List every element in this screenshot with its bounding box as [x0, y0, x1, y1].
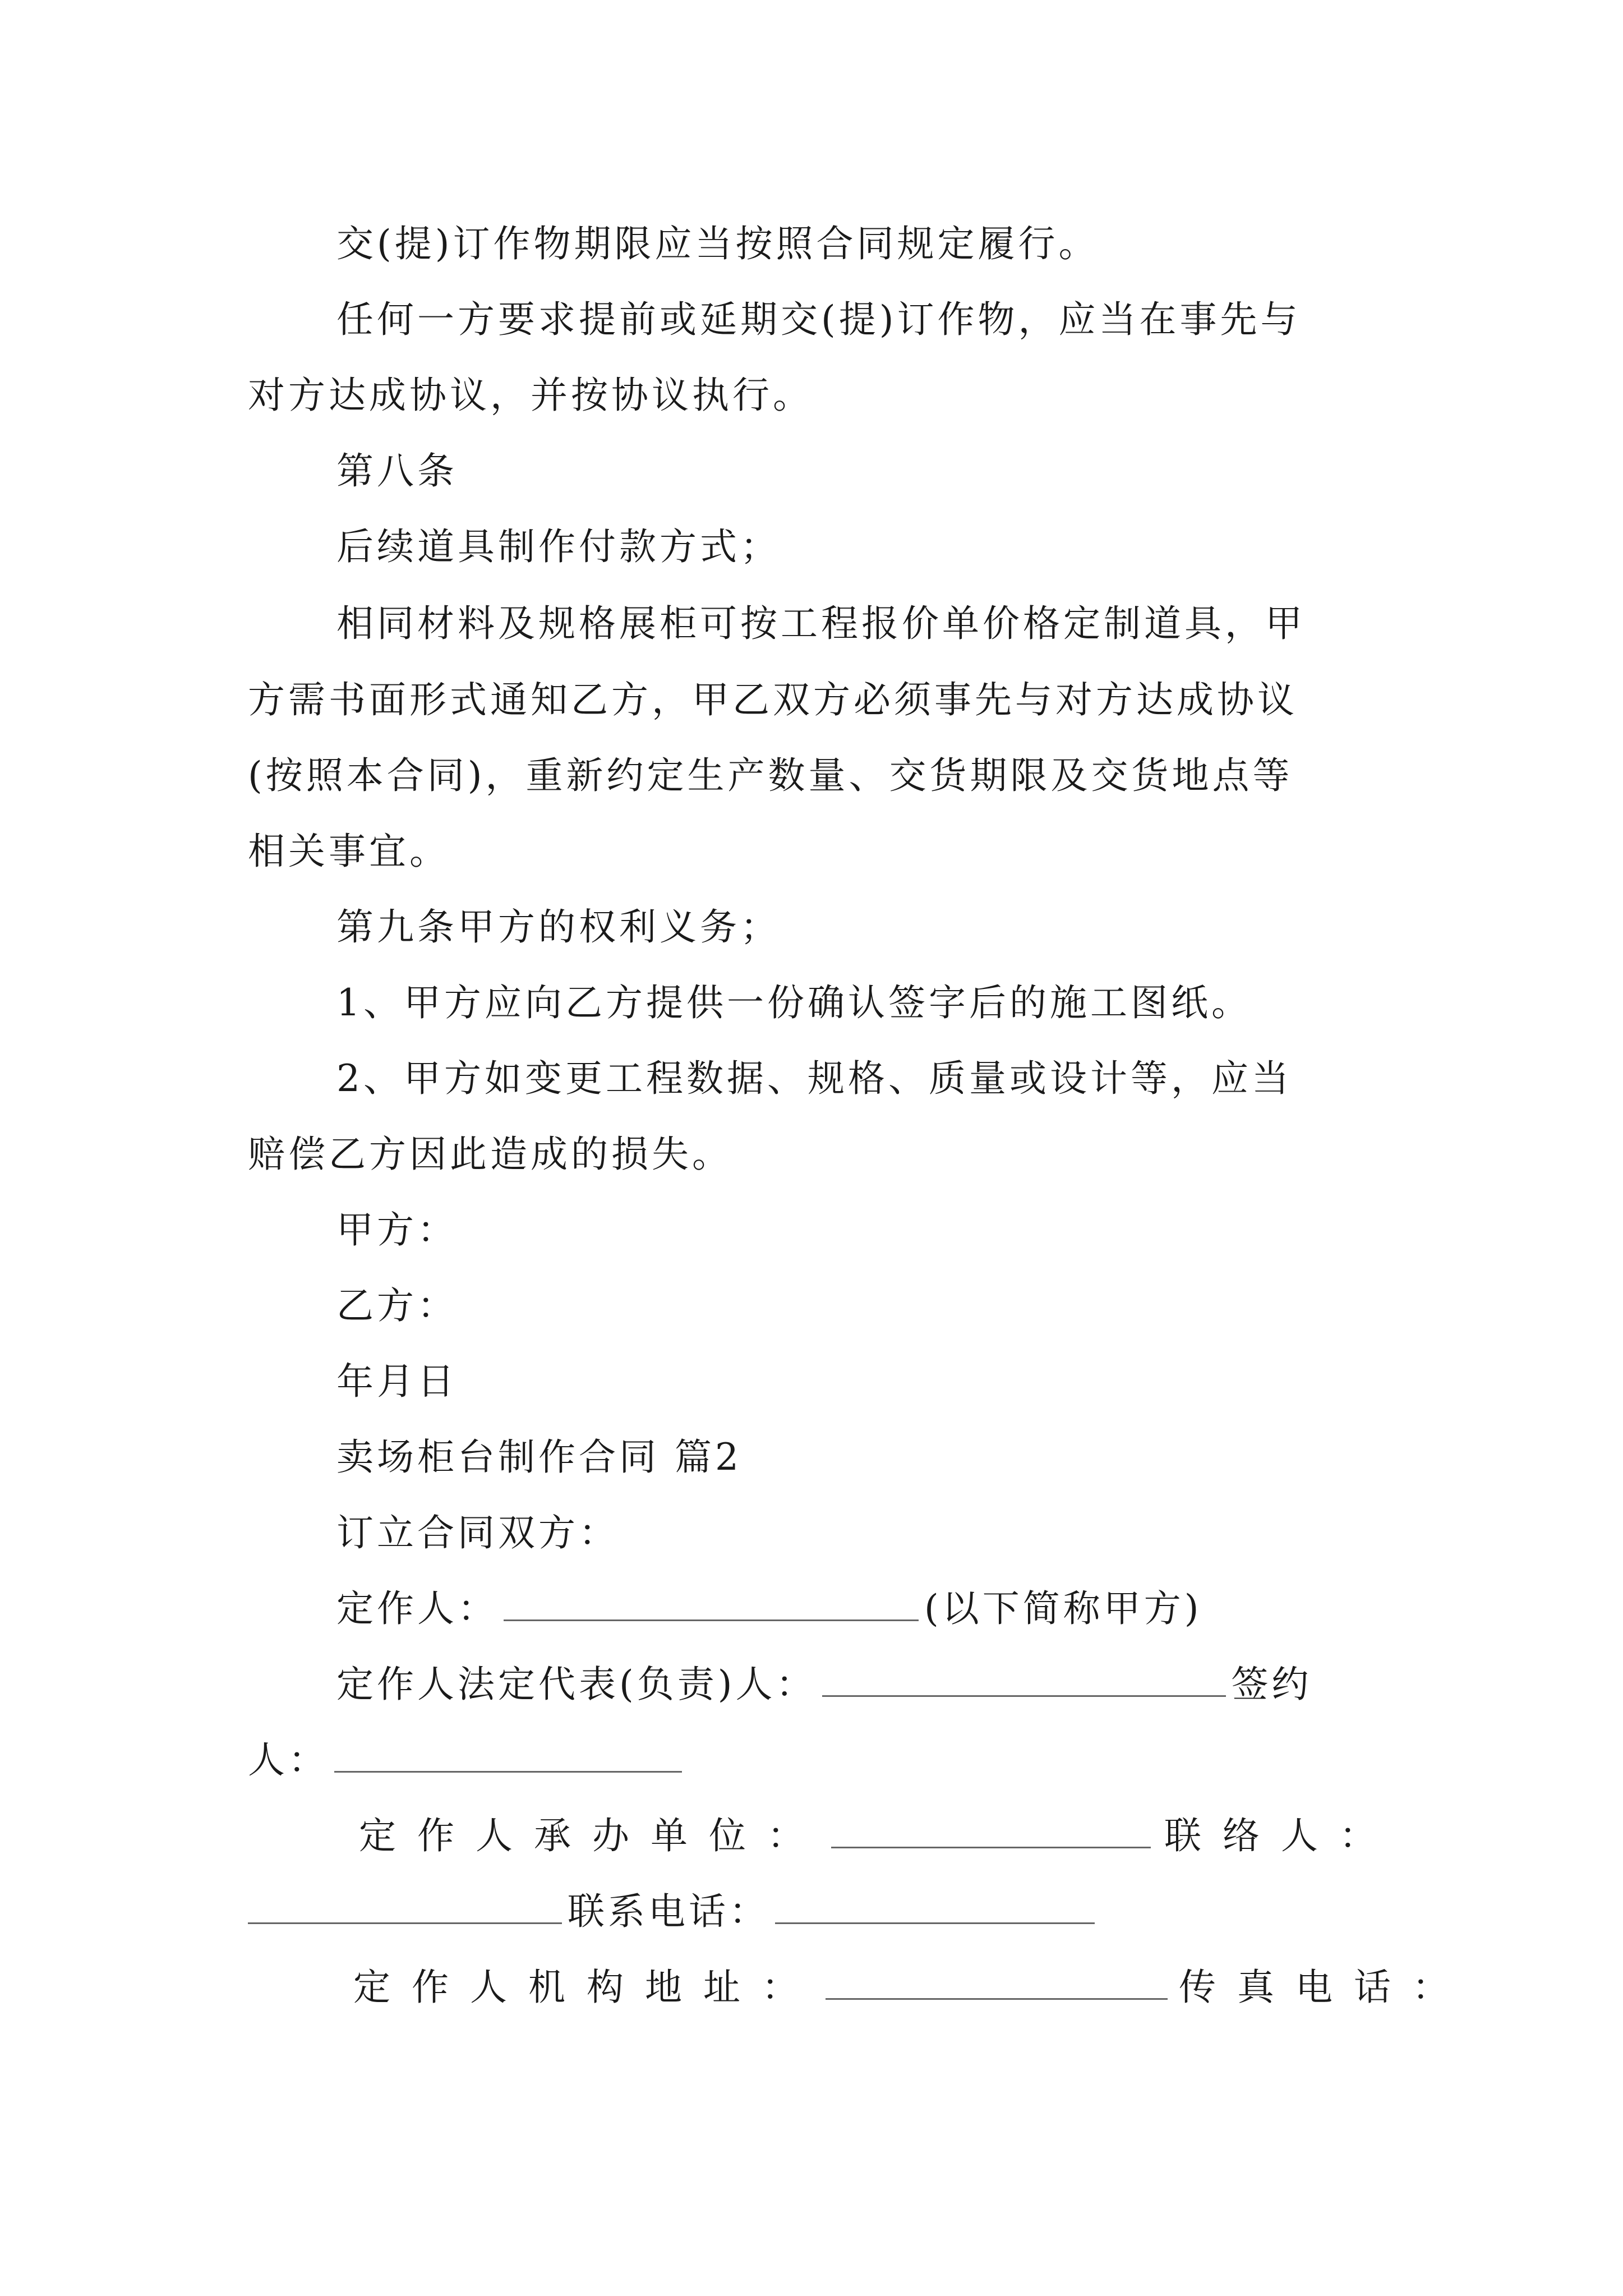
article-heading: 第九条甲方的权利义务；	[336, 905, 781, 949]
paragraph-line: 相同材料及规格展柜可按工程报价单价格定制道具，甲	[336, 602, 1306, 645]
liaison-blank[interactable]	[248, 1887, 562, 1924]
paragraph-line: 对方达成协议，并按协议执行。	[248, 374, 813, 417]
undertaking-unit-line	[359, 1808, 1623, 1864]
liaison-label: 联络人：	[1164, 1814, 1398, 1857]
article-heading: 第八条	[336, 449, 458, 493]
paragraph-line: 1、甲方应向乙方提供一份确认签字后的施工图纸。	[336, 981, 1252, 1024]
legal-rep-suffix: 签约	[1231, 1663, 1312, 1706]
undertaking-unit-blank[interactable]	[831, 1811, 1151, 1848]
date-label: 年月日	[336, 1360, 458, 1403]
legal-rep-line	[336, 1657, 1623, 1713]
legal-rep-blank[interactable]	[822, 1659, 1226, 1697]
paragraph-line: 方需书面形式通知乙方，甲乙双方必须事先与对方达成协议	[248, 678, 1298, 721]
paragraph-line: 后续道具制作付款方式；	[336, 525, 781, 568]
legal-rep-label: 定作人法定代表(负责)人：	[336, 1663, 817, 1706]
party-b-label: 乙方：	[336, 1284, 458, 1327]
paragraph-line: 赔偿乙方因此造成的损失。	[248, 1133, 732, 1176]
contractor-suffix: (以下简称甲方)	[924, 1587, 1202, 1630]
signer-blank[interactable]	[334, 1735, 682, 1773]
address-line	[353, 1959, 1623, 2016]
section-title: 卖场柜台制作合同 篇2	[336, 1435, 742, 1479]
fax-label: 传真电话：	[1179, 1966, 1470, 2009]
contractor-label: 定作人：	[336, 1587, 498, 1630]
party-a-label: 甲方：	[336, 1208, 458, 1251]
paragraph-line: 任何一方要求提前或延期交(提)订作物，应当在事先与	[336, 298, 1301, 341]
address-blank[interactable]	[826, 1962, 1168, 2000]
phone-label: 联系电话：	[568, 1890, 769, 1933]
contractor-blank[interactable]	[504, 1584, 919, 1621]
address-label: 定作人机构地址：	[353, 1966, 820, 2009]
signer-label: 人：	[248, 1738, 329, 1782]
undertaking-unit-label: 定作人承办单位：	[359, 1814, 826, 1857]
paragraph-line: 相关事宜。	[248, 830, 450, 873]
signer-line	[248, 1732, 1623, 1788]
contractor-line	[336, 1581, 1623, 1637]
paragraph-line: 2、甲方如变更工程数据、规格、质量或设计等，应当	[336, 1057, 1292, 1100]
paragraph-line: 订立合同双方：	[336, 1511, 619, 1554]
paragraph-line: (按照本合同)，重新约定生产数量、交货期限及交货地点等	[248, 754, 1293, 797]
phone-blank[interactable]	[775, 1887, 1095, 1924]
phone-line	[248, 1884, 1623, 1940]
paragraph-line: 交(提)订作物期限应当按照合同规定履行。	[336, 222, 1099, 265]
